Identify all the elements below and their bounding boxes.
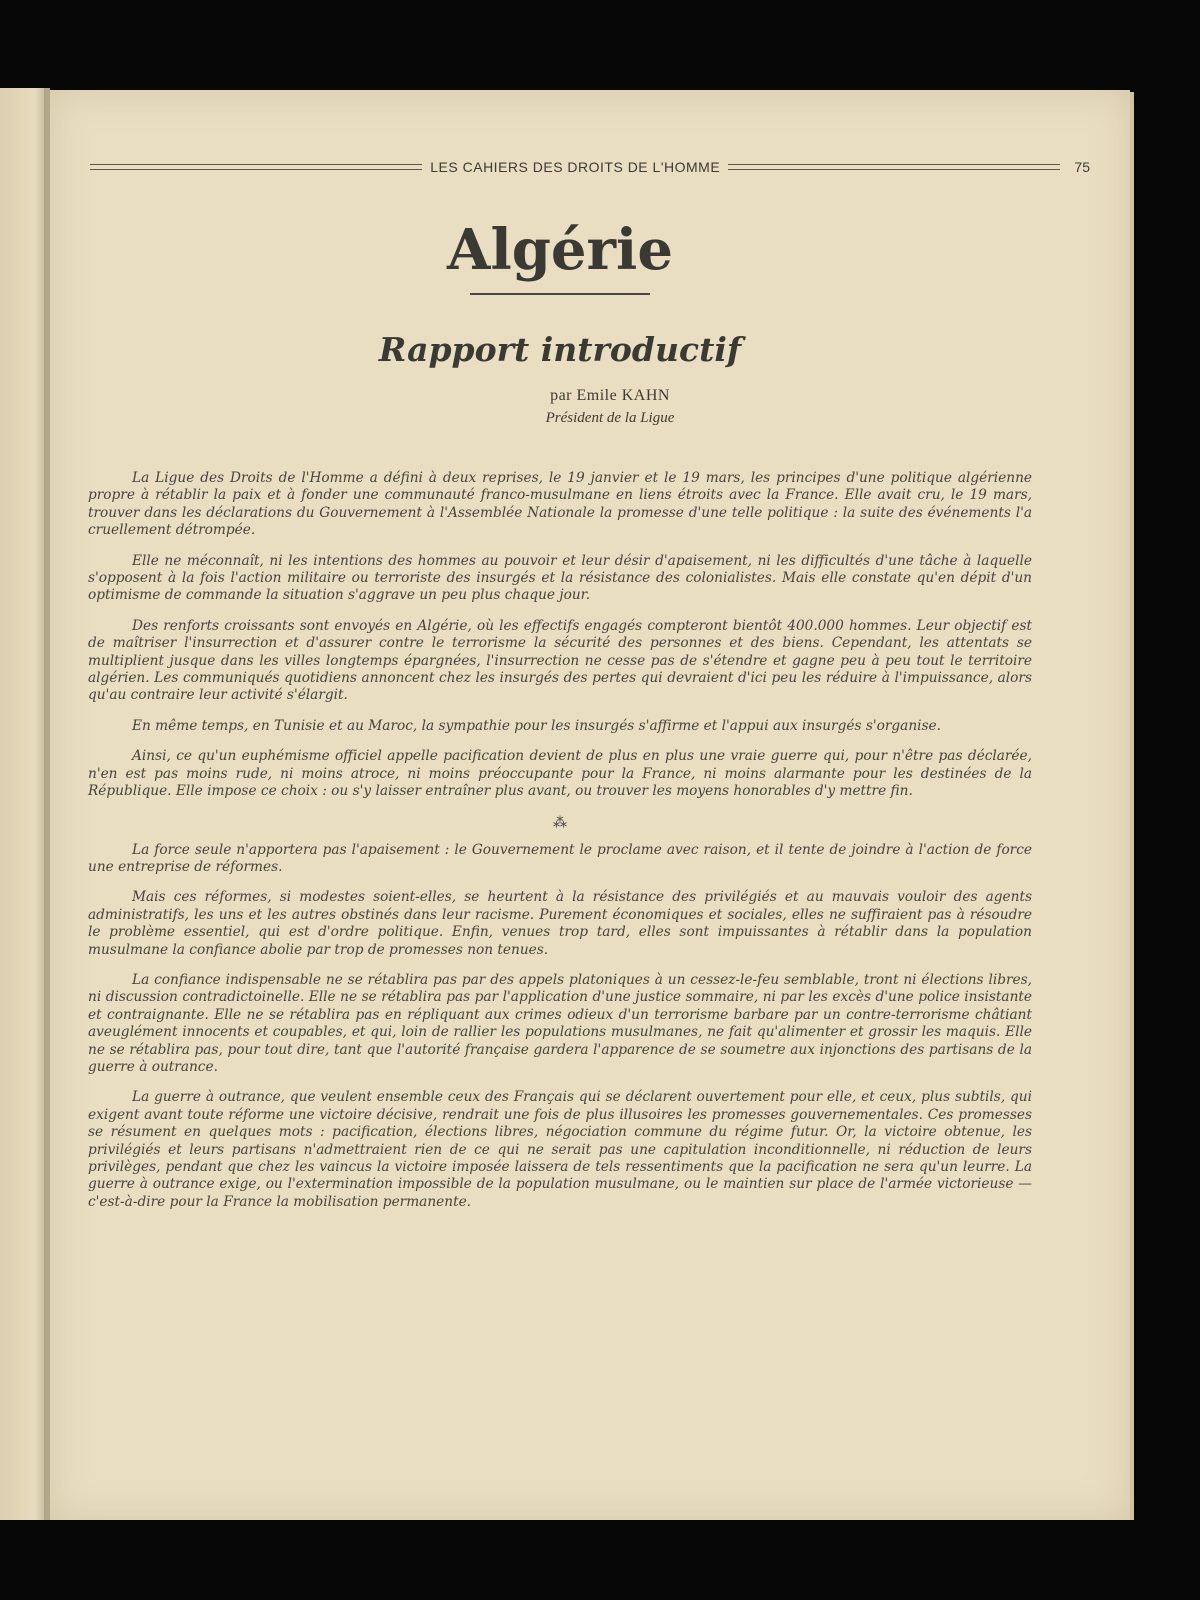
paragraph-7: Mais ces réformes, si modestes soient-elles, se heurtent à la résistance des privilégiés et au mauvais vouloir des agents administratifs, les uns et les autres obstinés dans leur racisme. Purement économiques et sociales, elles ne suffiraient pas à résoudre le problème essentiel, qui est d'ordre politique. Enfin, venues trop tard, elles sont impuissantes à rétablir dans la population musulmane la confiance abolie par trop de promesses non tenues. — [88, 889, 1032, 958]
article-title: Algérie — [447, 217, 673, 283]
author-byline: par Emile KAHN — [550, 387, 670, 404]
running-header — [90, 156, 1090, 178]
article-subtitle: Rapport introductif — [378, 330, 742, 369]
facing-page-edge — [0, 88, 50, 1520]
page-number: 75 — [1074, 159, 1090, 175]
paragraph-8: La confiance indispensable ne se rétablira pas par des appels platoniques à un cessez-le-feu semblable, tront ni élections libres, ni discussion contradictoinelle. Elle ne se rétablira pas par l'application d'une justice sommaire, ni par les excès d'une police insistante et contraignante. Elle ne se rétablira pas en répliquant aux crimes odieux d'un terrorisme barbare par un contre-terrorisme châtiant aveuglément innocents et coupables, et qui, loin de rallier les populations musulmanes, ne fait qu'alimenter et grossir les maquis. Elle ne se rétablira pas, pour tout dire, tant que l'autorité française gardera l'apparence de se soumetre aux injonctions des partisans de la guerre à outrance. — [88, 971, 1032, 1075]
running-title: LES CAHIERS DES DROITS DE L'HOMME — [430, 159, 721, 175]
title-underline — [470, 293, 650, 295]
header-rule-right — [728, 164, 1060, 170]
paragraph-5: Ainsi, ce qu'un euphémisme officiel appelle pacification devient de plus en plus une vraie guerre qui, pour n'être pas déclarée, n'en est pas moins rude, ni moins atroce, ni moins préoccupante pour la France, ni moins alarmante pour les destinées de la République. Elle impose ce choix : ou s'y laisser entraîner plus avant, ou trouver les moyens honorables d'y mettre fin. — [88, 748, 1032, 800]
paragraph-9: La guerre à outrance, que veulent ensemble ceux des Français qui se déclarent ouvertement pour elle, et ceux, plus subtils, qui exigent avant toute réforme une victoire décisive, rendrait une fois de plus illusoires les promesses gouvernementales. Ces promesses se résument en quelques mots : pacification, élections libres, négociation commune du régime futur. Or, la victoire obtenue, les privilégiés et leurs partisans n'admettraient rien de ce qui ne serait pas une capitulation inconditionnelle, ni réduction de leurs privilèges, pendant que chez les vaincus la victoire imposée laissera de tels ressentiments que la pacification ne sera qu'un leurre. La guerre à outrance exige, ou l'extermination impossible de la population musulmane, ou le maintien sur place de l'armée victorieuse — c'est-à-dire pour la France la mobilisation permanente. — [88, 1089, 1032, 1210]
paragraph-4: En même temps, en Tunisie et au Maroc, la sympathie pour les insurgés s'affirme et l'appui aux insurgés s'organise. — [132, 717, 941, 734]
paragraph-2: Elle ne méconnaît, ni les intentions des hommes au pouvoir et leur désir d'apaisement, ni les difficultés d'une tâche à laquelle s'opposent à la fois l'action militaire ou terroriste des insurgés et la résistance des colonialistes. Mais elle constate qu'en dépit d'un optimisme de commande la situation s'aggrave un peu plus chaque jour. — [88, 552, 1032, 604]
author-role: Président de la Ligue — [545, 410, 675, 426]
section-asterism: ⁂ — [553, 814, 567, 831]
header-rule-left — [90, 164, 422, 170]
paragraph-1: La Ligue des Droits de l'Homme a défini à deux reprises, le 19 janvier et le 19 mars, les principes d'une politique algérienne propre à rétablir la paix et à fonder une communauté franco-musulmane en liens étroits avec la France. Elle avait cru, le 19 mars, trouver dans les déclarations du Gouvernement à l'Assemblée Nationale la promesse d'une telle politique : la suite des événements l'a cruellement détrompée. — [88, 470, 1032, 539]
article-body — [88, 470, 1032, 1224]
paragraph-3: Des renforts croissants sont envoyés en Algérie, où les effectifs engagés compteront bientôt 400.000 hommes. Leur objectif est de maîtriser l'insurrection et d'assurer contre le terrorisme la sécurité des personnes et des biens. Cependant, les attentats se multiplient jusque dans les villes longtemps épargnées, l'insurrection ne cesse pas de s'étendre et gagne peu à peu tout le territoire algérien. Les communiqués quotidiens annoncent chez les insurgés des pertes qui devraient d'ici peu les réduire à l'impuissance, alors qu'au contraire leur activité s'élargit. — [88, 617, 1032, 704]
paragraph-6: La force seule n'apportera pas l'apaisement : le Gouvernement le proclame avec raison, et il tente de joindre à l'action de force une entreprise de réformes. — [88, 841, 1032, 875]
document-page — [50, 90, 1130, 1520]
